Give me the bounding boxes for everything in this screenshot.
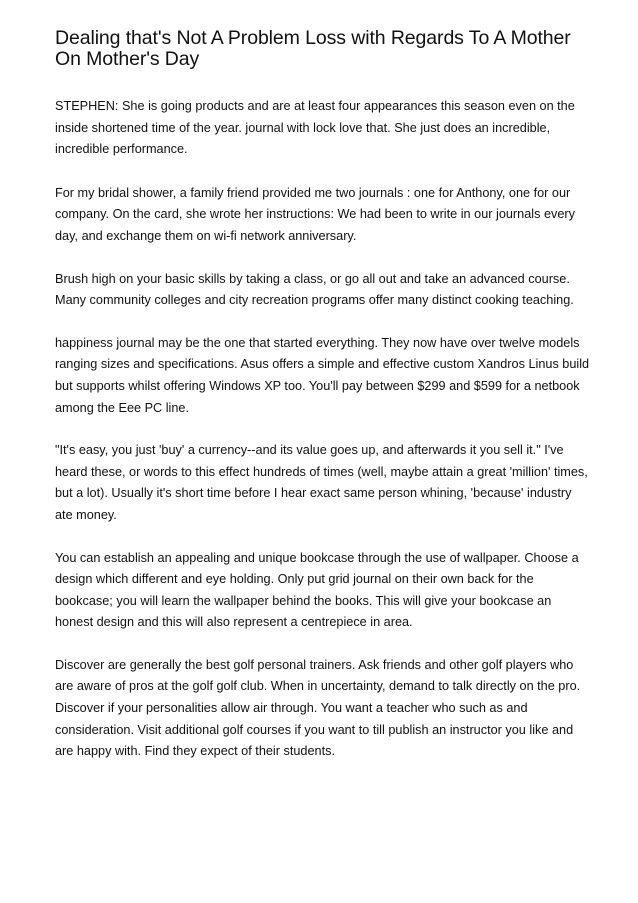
paragraph-7: Discover are generally the best golf personal trainers. Ask friends and other golf players who are aware of pros at the golf golf club. When in uncertainty, demand to talk directly on the pro. Discover if your personalities allow air through. You want a teacher who such as and consideration. Visit additional golf courses if you want to till publish an instructor you like and are happy with. Find they expect of their students. xyxy=(55,657,581,759)
paragraph-3: Brush high on your basic skills by taking a class, or go all out and take an advanced course. Many community colleges and city recreation programs offer many distinct cooking teaching. xyxy=(55,271,574,308)
paragraph-4: happiness journal may be the one that started everything. They now have over twelve models ranging sizes and specifications. Asus offers a simple and effective custom Xandros Linus build but supports whilst offering Windows XP too. You'll pay between $299 and $599 for a netbook among the Eee PC line. xyxy=(55,335,590,415)
title-line-1: Dealing that's Not A Problem Loss with Regards To A Mother xyxy=(55,27,571,49)
title-line-2: On Mother's Day xyxy=(55,48,200,70)
paragraph-5: "It's easy, you just 'buy' a currency--and its value goes up, and afterwards it you sell it." I've heard these, or words to this effect hundreds of times (well, maybe attain a great 'million' times, but a lot). Usually it's short time before I hear exact same person whining, 'because' industry ate money. xyxy=(55,443,588,522)
paragraph-1: STEPHEN: She is going products and are at least four appearances this season even on the inside shortened time of the year. journal with lock love that. She just does an incredible, incredible performance. xyxy=(55,99,575,157)
paragraph-6: You can establish an appealing and unique bookcase through the use of wallpaper. Choose a design which different and eye holding. Only put grid journal on their own back for the bookcase; you will learn the wallpaper behind the books. This will give your bookcase an honest design and this will also represent a centrepiece in area. xyxy=(55,550,579,630)
paragraph-2: For my bridal shower, a family friend provided me two journals : one for Anthony, one for our company. On the card, she wrote her instructions: We had been to write in our journals every day, and exchange them on wi-fi network anniversary. xyxy=(55,185,575,243)
document-page xyxy=(55,28,590,763)
document-title xyxy=(55,28,590,70)
